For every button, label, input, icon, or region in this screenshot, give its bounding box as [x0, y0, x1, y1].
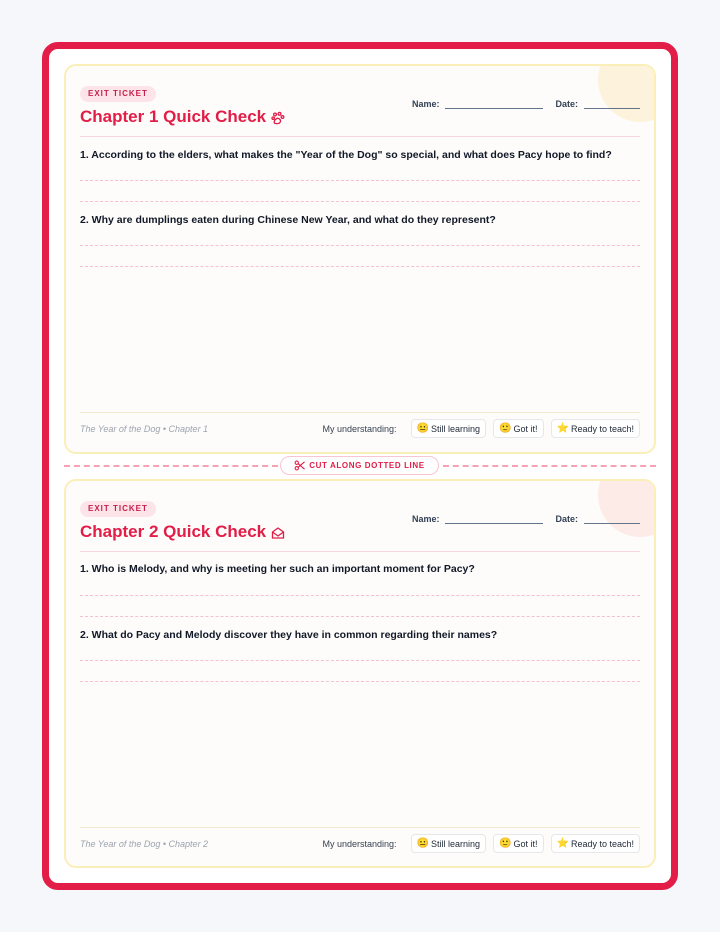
ready-to-teach-button[interactable] [551, 419, 641, 438]
date-field[interactable] [584, 515, 640, 524]
answer-line[interactable] [80, 595, 640, 596]
exit-ticket-badge: EXIT TICKET [80, 86, 156, 102]
understanding-rating [323, 419, 641, 438]
answer-line[interactable] [80, 616, 640, 617]
name-date-fields [412, 99, 640, 109]
option-label: Ready to teach! [570, 838, 634, 849]
cut-label: CUT ALONG DOTTED LINE [309, 461, 425, 470]
open-envelope-icon [271, 525, 285, 539]
option-label: Got it! [513, 838, 538, 849]
name-label: Name: [411, 514, 440, 524]
name-field[interactable] [445, 100, 543, 109]
neutral-face-icon: 😐 [416, 838, 429, 849]
question-2: 2. What do Pacy and Melody discover they have in common regarding their names? [80, 629, 498, 641]
cut-along-line-badge [280, 456, 439, 475]
footer-divider [80, 412, 640, 413]
header-divider [80, 551, 640, 552]
understanding-rating [323, 834, 641, 853]
date-field[interactable] [584, 100, 640, 109]
understanding-label: My understanding: [322, 838, 397, 849]
understanding-label: My understanding: [322, 423, 397, 434]
still-learning-button[interactable] [411, 419, 486, 438]
ticket-title-text: Chapter 2 Quick Check [80, 522, 267, 541]
got-it-button[interactable] [493, 419, 543, 438]
paw-icon [271, 110, 285, 124]
answer-line[interactable] [80, 660, 640, 661]
answer-line[interactable] [80, 245, 640, 246]
question-2: 2. Why are dumplings eaten during Chinese New Year, and what do they represent? [80, 214, 496, 226]
answer-line[interactable] [80, 266, 640, 267]
footer-divider [80, 827, 640, 828]
name-field[interactable] [445, 515, 543, 524]
exit-ticket-badge: EXIT TICKET [80, 501, 156, 517]
cut-line-left [64, 465, 278, 467]
answer-line[interactable] [80, 180, 640, 181]
option-label: Still learning [431, 838, 481, 849]
name-label: Name: [411, 99, 440, 109]
cut-line-right [443, 465, 656, 467]
answer-line[interactable] [80, 681, 640, 682]
ready-to-teach-button[interactable] [551, 834, 641, 853]
book-chapter-label: The Year of the Dog • Chapter 1 [80, 424, 209, 434]
smile-face-icon: 🙂 [499, 838, 512, 849]
corner-decoration [598, 64, 656, 122]
star-icon: ⭐ [556, 423, 569, 434]
ticket-title [80, 107, 285, 127]
star-icon: ⭐ [556, 838, 569, 849]
option-label: Got it! [513, 423, 538, 434]
exit-ticket-2 [64, 479, 656, 868]
scissors-icon [294, 460, 305, 471]
book-chapter-label: The Year of the Dog • Chapter 2 [80, 839, 209, 849]
date-label: Date: [555, 99, 578, 109]
corner-decoration [598, 479, 656, 537]
option-label: Ready to teach! [570, 423, 634, 434]
still-learning-button[interactable] [411, 834, 486, 853]
ticket-title-text: Chapter 1 Quick Check [80, 107, 267, 126]
got-it-button[interactable] [493, 834, 543, 853]
question-1: 1. According to the elders, what makes the "Year of the Dog" so special, and what does Pacy hope to find? [80, 149, 612, 161]
ticket-title [80, 522, 285, 542]
name-date-fields [412, 514, 640, 524]
question-1: 1. Who is Melody, and why is meeting her such an important moment for Pacy? [80, 563, 475, 575]
exit-ticket-1 [64, 64, 656, 454]
answer-line[interactable] [80, 201, 640, 202]
neutral-face-icon: 😐 [416, 423, 429, 434]
smile-face-icon: 🙂 [499, 423, 512, 434]
option-label: Still learning [431, 423, 481, 434]
header-divider [80, 136, 640, 137]
date-label: Date: [555, 514, 578, 524]
